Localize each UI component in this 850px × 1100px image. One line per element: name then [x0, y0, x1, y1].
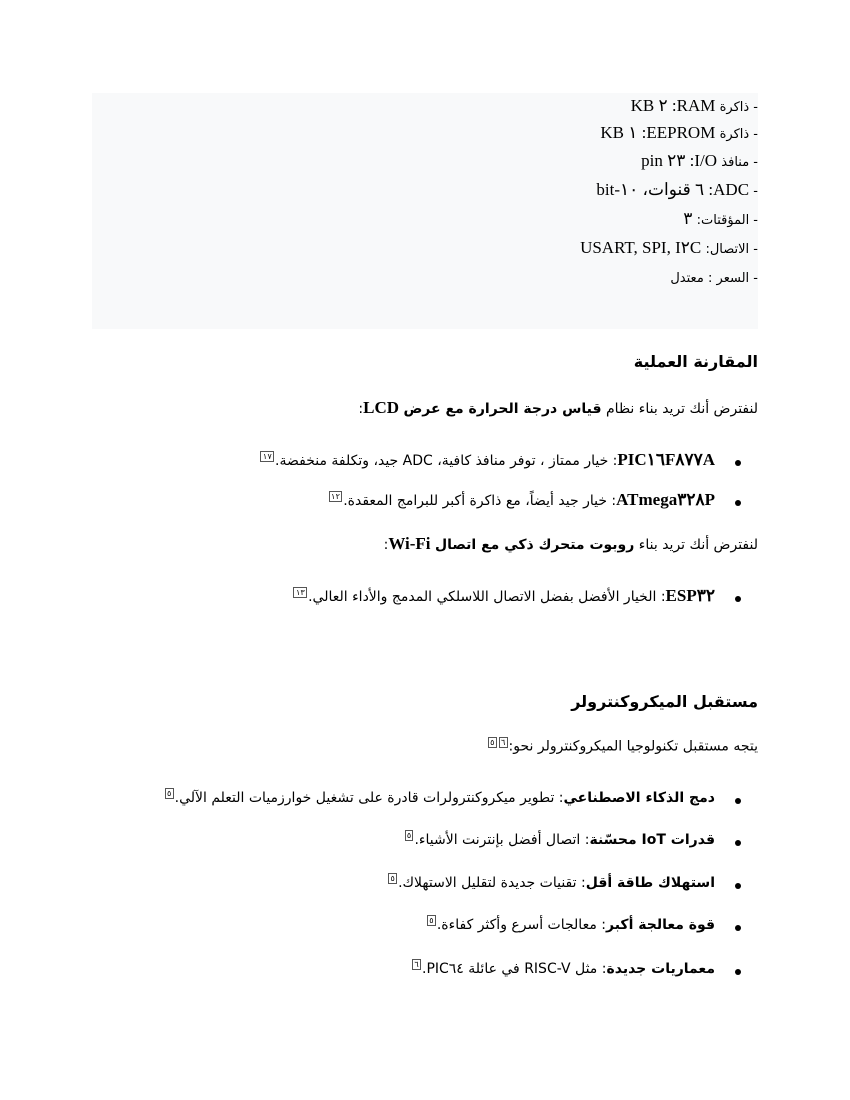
list-item-atmega [328, 489, 715, 512]
intro-text: لنفترض أنك تريد بناء [634, 537, 758, 553]
spec-io [641, 148, 758, 174]
comparison-intro-1 [358, 398, 758, 418]
list-item-processing [426, 914, 715, 936]
bullet-icon [735, 500, 741, 506]
citation-link[interactable]: ٥ [489, 738, 495, 747]
spec-label: - [753, 184, 758, 199]
item-name: ATmega٣٢٨P [616, 490, 715, 509]
citation-link[interactable]: ٦ [414, 960, 419, 970]
citation-link[interactable]: ١٧ [262, 452, 273, 462]
comparison-heading: المقارنة العملية [633, 352, 758, 371]
spec-value: EEPROM: ١ KB [600, 123, 716, 142]
comparison-intro-2 [384, 534, 758, 554]
spec-comm [580, 235, 758, 261]
intro-text: لنفترض أنك تريد بناء نظام [601, 401, 758, 417]
spec-label: - ذاكرة [719, 100, 758, 115]
citation-link[interactable]: ٥ [406, 831, 412, 841]
spec-timers [683, 206, 758, 232]
spec-label: - الاتصال: [705, 242, 758, 257]
item-bold: استهلاك طاقة أقل [585, 875, 715, 891]
list-item-pic [259, 449, 715, 472]
bullet-icon [735, 840, 741, 846]
citation-link[interactable]: ٥ [390, 874, 396, 884]
bullet-icon [735, 969, 741, 975]
item-text: : معالجات أسرع وأكثر كفاءة. [436, 917, 606, 933]
citation-link[interactable]: ٥ [166, 789, 172, 799]
intro-end: : [358, 401, 364, 417]
spec-value: ADC: ٦ قنوات، ١٠-bit [596, 180, 750, 199]
spec-value: RAM: ٢ KB [630, 96, 716, 115]
future-intro [487, 737, 758, 755]
item-text: : خيار جيد أيضاً، مع ذاكرة أكبر للبرامج المعقدة. [343, 493, 617, 509]
list-item-iot [404, 829, 715, 851]
spec-value: USART, SPI, I٢C [580, 238, 702, 257]
bullet-icon [735, 596, 741, 602]
item-name: ESP٣٢ [665, 586, 715, 605]
bullet-icon [735, 883, 741, 889]
spec-value: I/O: ٢٣ pin [641, 151, 718, 170]
spec-adc [596, 177, 758, 203]
item-bold: معماريات جديدة [606, 961, 715, 977]
item-text: : اتصال أفضل بإنترنت الأشياء. [414, 832, 590, 848]
item-text: : خيار ممتاز ، توفر منافذ كافية، ADC جيد، وتكلفة منخفضة. [275, 453, 618, 469]
item-text: : تقنيات جديدة لتقليل الاستهلاك. [398, 875, 586, 891]
intro-latin: LCD [363, 398, 400, 417]
item-text: : تطوير ميكروكنترولرات قادرة على تشغيل خوارزميات التعلم الآلي. [174, 790, 564, 806]
citation-link[interactable]: ١٣ [295, 588, 306, 598]
spec-value: معتدل [670, 271, 704, 286]
spec-label: - ذاكرة [719, 127, 758, 142]
list-item-ai [164, 787, 715, 809]
spec-price [670, 264, 758, 290]
bullet-icon [735, 925, 741, 931]
item-text: : مثل RISC-V في عائلة PIC٦٤. [421, 961, 607, 977]
item-bold: دمج الذكاء الاصطناعي [563, 790, 715, 806]
item-text: : الخيار الأفضل بفضل الاتصال اللاسلكي المدمج والأداء العالي. [308, 589, 666, 605]
list-item-power [387, 872, 715, 894]
spec-box [92, 93, 758, 329]
intro-latin: Wi-Fi [388, 534, 431, 553]
item-bold: قوة معالجة أكبر [606, 917, 715, 933]
list-item-esp32 [292, 585, 715, 608]
item-name: PIC١٦F٨٧٧A [617, 450, 715, 469]
spec-label: - السعر : [708, 271, 758, 286]
citation-link[interactable]: ٦ [500, 738, 506, 747]
bullet-icon [735, 798, 741, 804]
item-bold: قدرات IoT محسّنة [589, 832, 715, 848]
list-item-arch [411, 958, 715, 980]
intro-bold: قياس درجة الحرارة مع عرض [403, 401, 602, 417]
spec-label: - منافذ [721, 155, 758, 170]
spec-ram [631, 93, 758, 119]
intro-end: : [383, 537, 389, 553]
intro-text: يتجه مستقبل تكنولوجيا الميكروكنترولر نحو: [508, 738, 758, 755]
spec-label: - المؤقتات: [696, 213, 758, 228]
bullet-icon [735, 460, 741, 466]
citation-link[interactable]: ٥ [429, 916, 434, 926]
citation-link[interactable]: ١٢ [330, 492, 341, 502]
spec-eeprom [600, 120, 758, 146]
spec-value: ٣ [683, 209, 693, 228]
intro-bold: روبوت متحرك ذكي مع اتصال [434, 537, 635, 553]
future-heading: مستقبل الميكروكنترولر [571, 692, 758, 711]
